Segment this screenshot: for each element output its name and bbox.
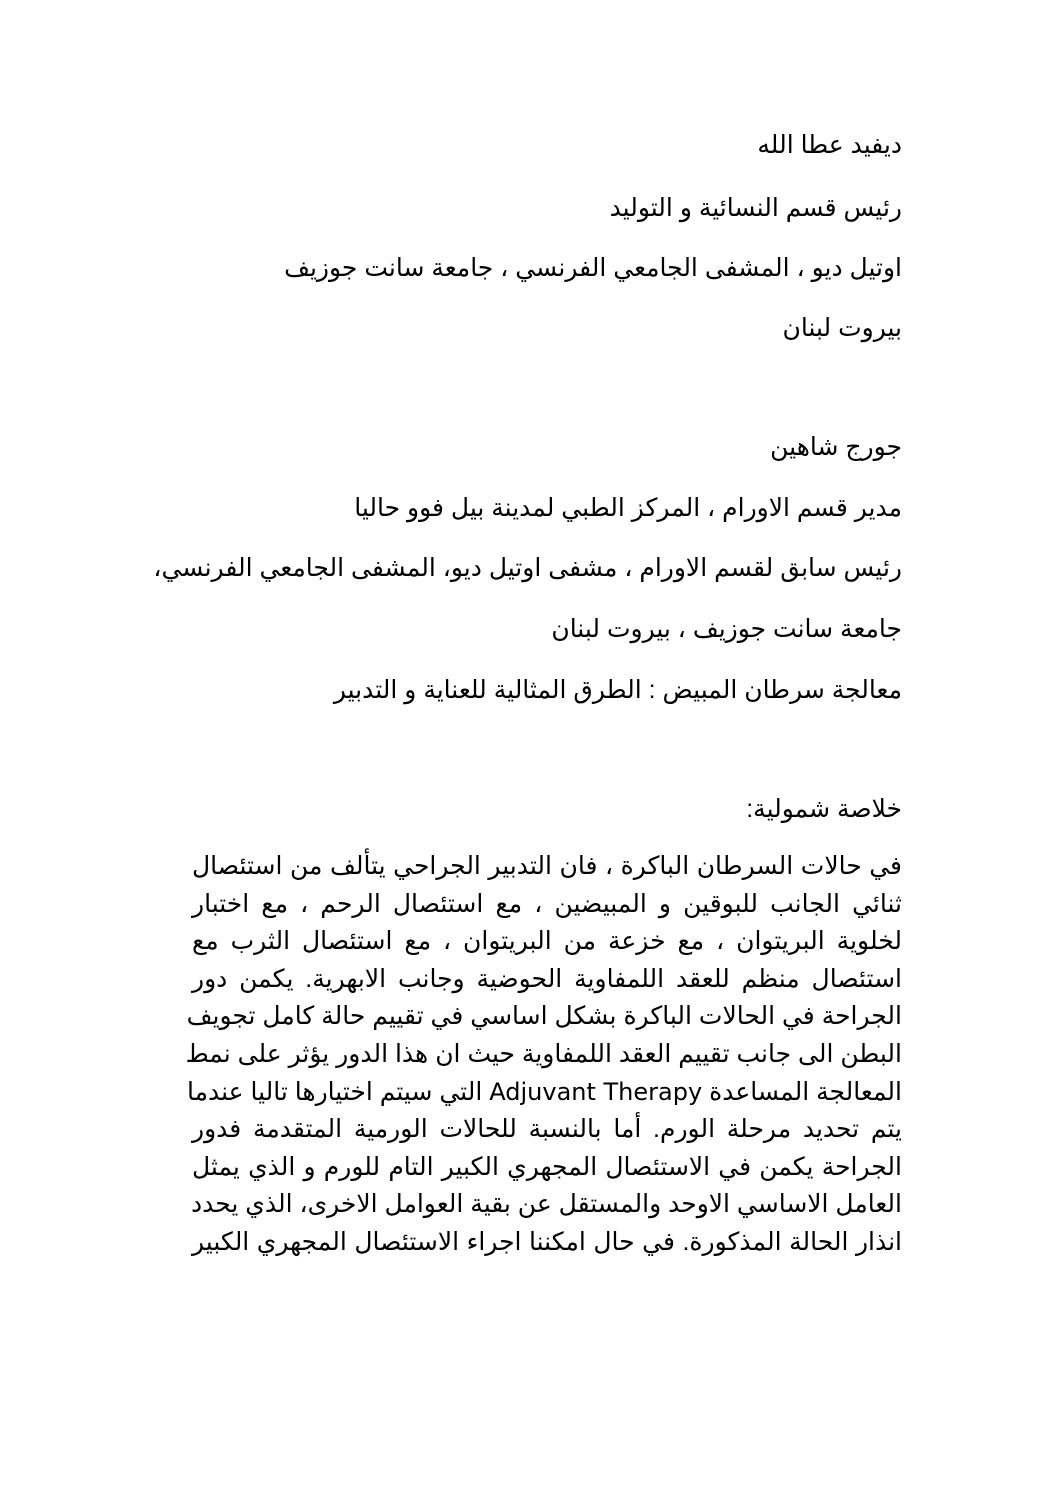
author1-affiliation: اوتيل ديو ، المشفى الجامعي الفرنسي ، جامعة سانت جوزيف xyxy=(284,254,902,282)
author1-title: رئيس قسم النسائية و التوليد xyxy=(609,194,902,222)
author2-previous: رئيس سابق لقسم الاورام ، مشفى اوتيل ديو، المشفى الجامعي الفرنسي، xyxy=(153,554,902,582)
author1-name: ديفيد عطا الله xyxy=(757,131,902,159)
abstract-line: البطن الى جانب تقييم العقد اللمفاوية حيث ان هذا الدور يؤثر على نمط xyxy=(185,1039,902,1068)
abstract-line: العامل الاساسي الاوحد والمستقل عن بقية العوامل الاخرى، الذي يحدد xyxy=(191,1190,902,1219)
abstract-heading: خلاصة شمولية: xyxy=(746,795,902,823)
abstract-line: استئصال منظم للعقد اللمفاوية الحوضية وجانب الابهرية. يكمن دور xyxy=(192,964,902,993)
abstract-line-therapy xyxy=(186,1074,902,1112)
abstract-line: في حالات السرطان الباكرة ، فان التدبير الجراحي يتألف من استئصال xyxy=(192,852,902,880)
author2-name: جورج شاهين xyxy=(770,433,902,461)
abstract-line: انذار الحالة المذكورة. في حال امكننا اجراء الاستئصال المجهري الكبير xyxy=(192,1227,902,1256)
abstract-line: يتم تحديد مرحلة الورم. أما بالنسبة للحالات الورمية المتقدمة فدور xyxy=(192,1115,902,1144)
abstract-line: الجراحة يكمن في الاستئصال المجهري الكبير التام للورم و الذي يمثل xyxy=(192,1152,902,1181)
abstract-line: ثنائي الجانب للبوقين و المبيضين ، مع استئصال الرحم ، مع اختبار xyxy=(192,889,902,918)
abstract-body xyxy=(185,848,902,1262)
therapy-text-after: التي سيتم اختيارها تاليا عندما xyxy=(186,1077,483,1106)
author1-location: بيروت لبنان xyxy=(782,314,902,342)
author2-title: مدير قسم الاورام ، المركز الطبي لمدينة بيل فوو حاليا xyxy=(354,494,902,522)
therapy-text-before: المعالجة المساعدة xyxy=(709,1077,902,1106)
adjuvant-therapy-term: Adjuvant Therapy xyxy=(489,1077,703,1106)
abstract-line: لخلوية البريتوان ، مع خزعة من البريتوان ، مع استئصال الثرب مع xyxy=(192,927,902,956)
author2-affiliation: جامعة سانت جوزيف ، بيروت لبنان xyxy=(551,615,902,643)
abstract-line: الجراحة في الحالات الباكرة بشكل اساسي في تقييم حالة كامل تجويف xyxy=(186,1002,902,1031)
article-title: معالجة سرطان المبيض : الطرق المثالية للعناية و التدبير xyxy=(333,676,902,704)
